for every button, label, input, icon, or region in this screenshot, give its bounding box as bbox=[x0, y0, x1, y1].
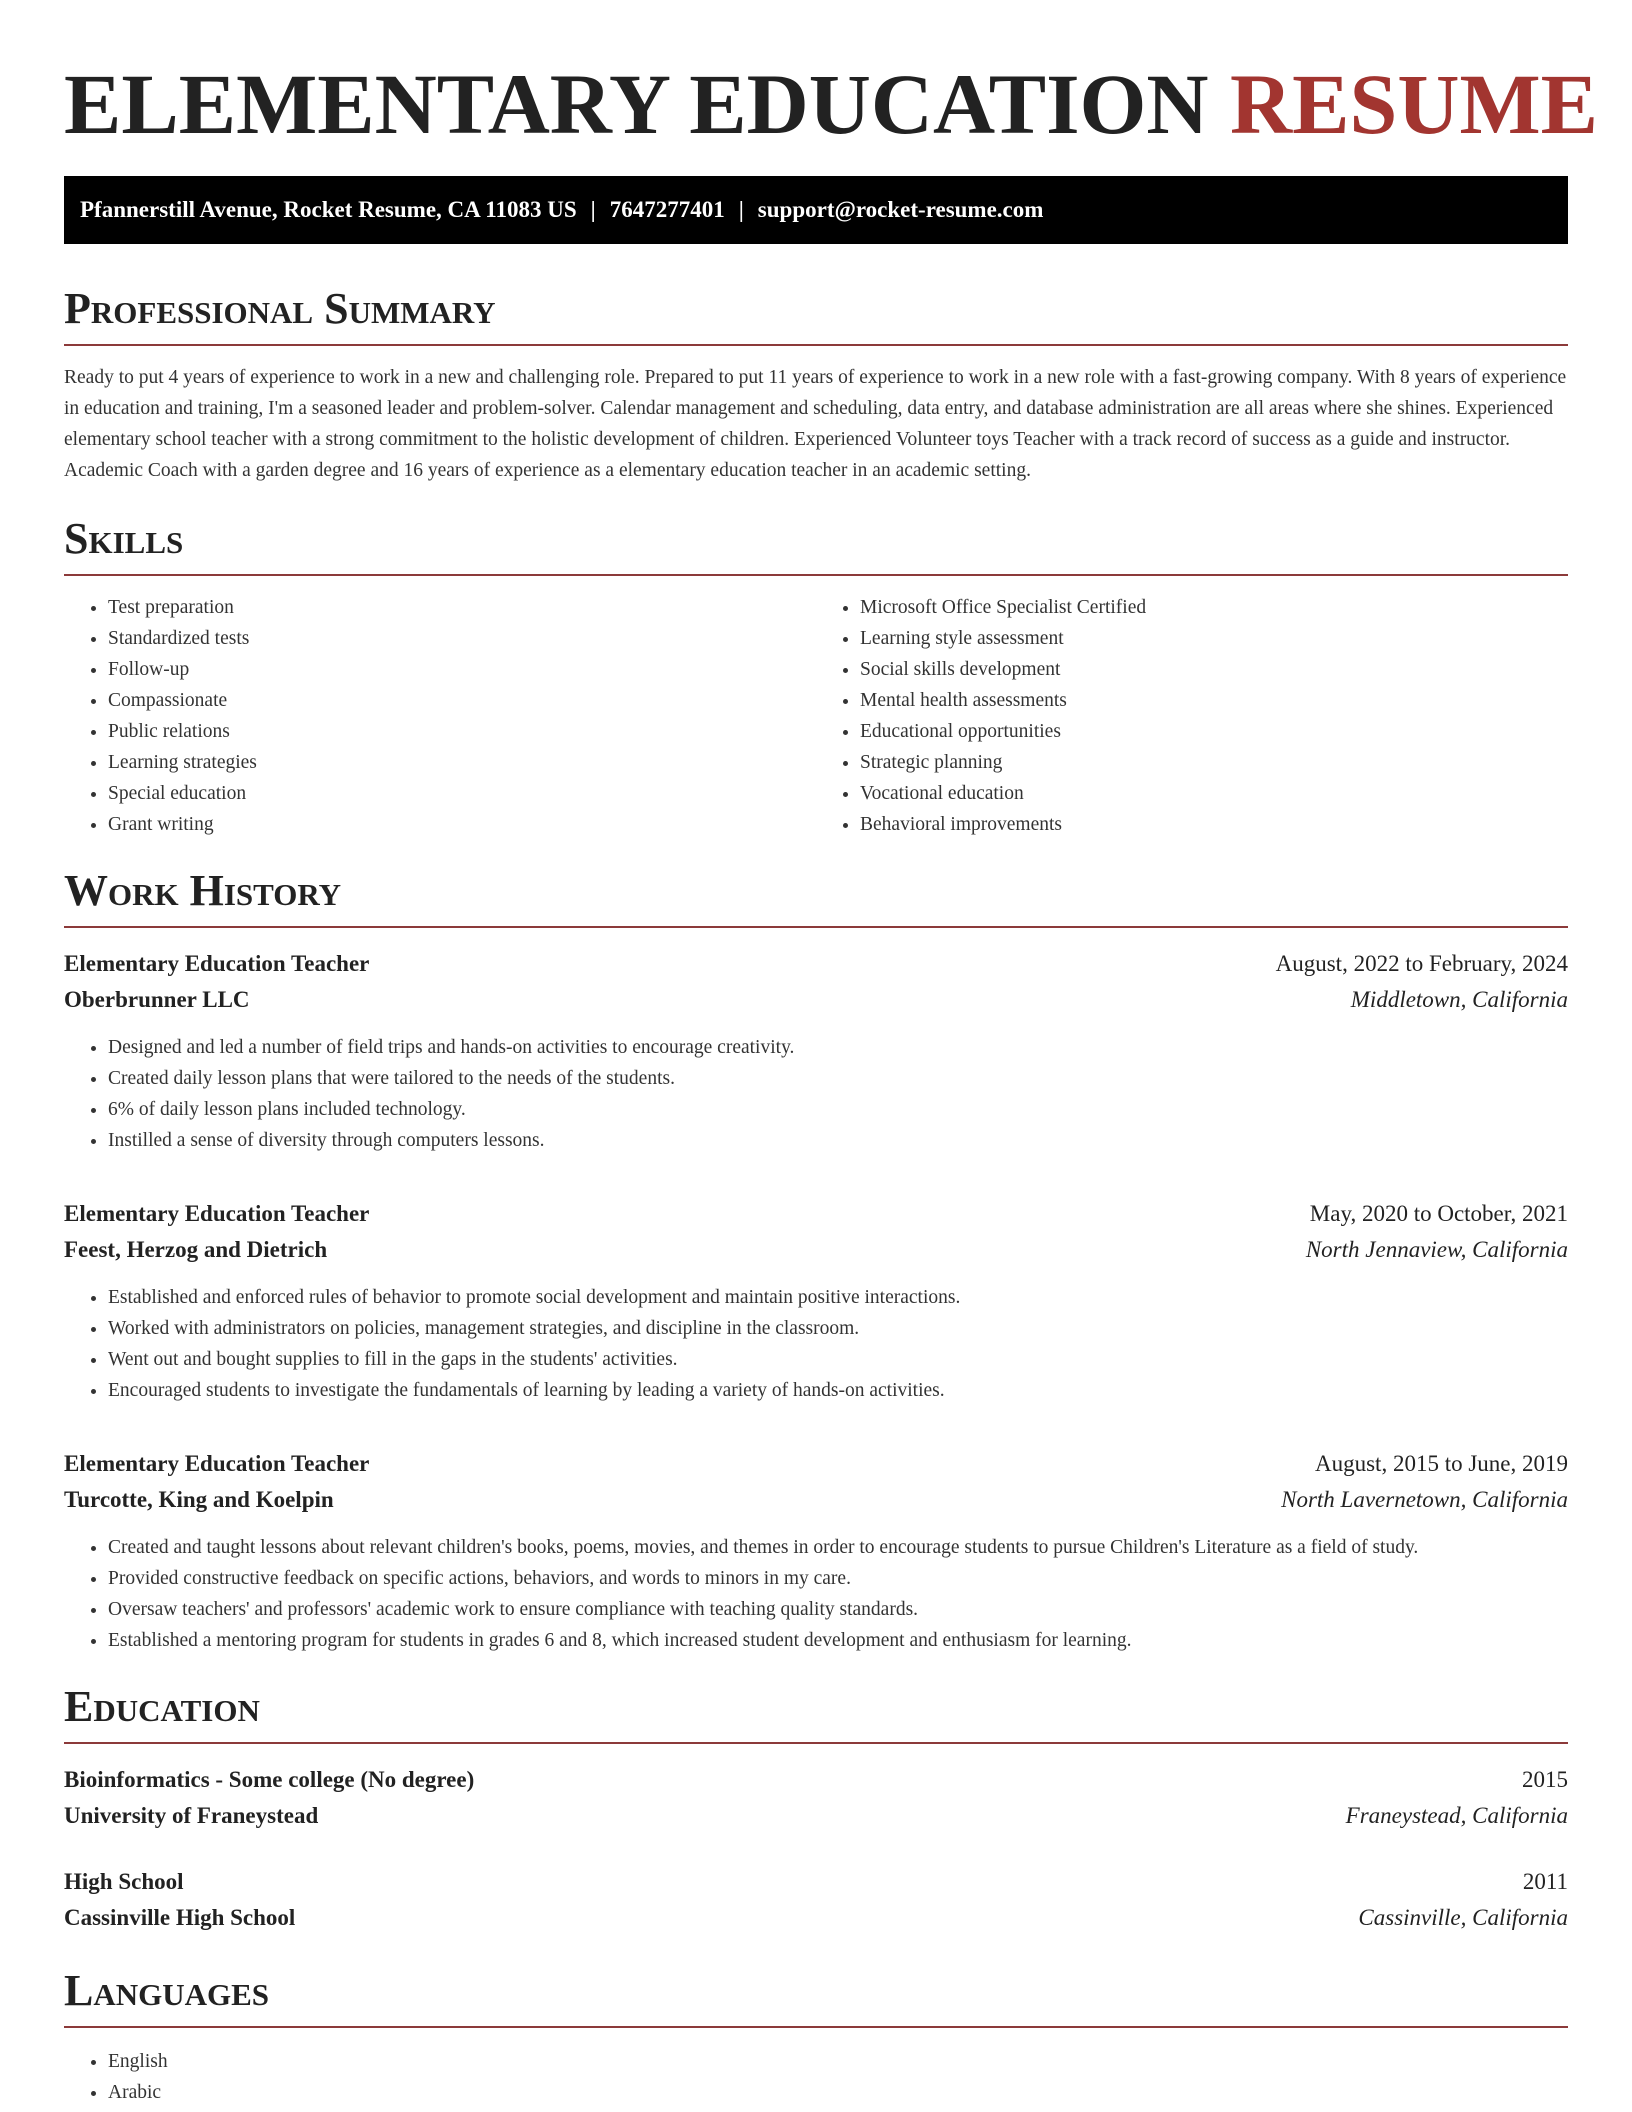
summary-heading: Professional Summary bbox=[64, 284, 1568, 346]
skill-item: • Grant writing bbox=[108, 809, 816, 840]
job-location: North Jennaview, California bbox=[1305, 1237, 1568, 1262]
education-degree-row bbox=[64, 1864, 1568, 1900]
education-year: 2011 bbox=[1522, 1869, 1568, 1894]
skills-heading: Skills bbox=[64, 514, 1568, 576]
job-dates: August, 2022 to February, 2024 bbox=[1275, 951, 1568, 976]
job-title-row bbox=[64, 946, 1568, 982]
job-company: Feest, Herzog and Dietrich bbox=[64, 1237, 328, 1262]
language-item: • Arabic bbox=[108, 2077, 1568, 2108]
job-bullet: • Encouraged students to investigate the fundamentals of learning by leading a variety of hands-on activities. bbox=[108, 1375, 1568, 1406]
skill-item: • Follow-up bbox=[108, 654, 816, 685]
education-year: 2015 bbox=[1522, 1767, 1568, 1792]
work-heading: Work History bbox=[64, 866, 1568, 928]
resume-title bbox=[64, 0, 1598, 154]
job-title-row bbox=[64, 1196, 1568, 1232]
education-entry bbox=[64, 1864, 1568, 1936]
job-bullet: • Established a mentoring program for students in grades 6 and 8, which increased student development and enthusiasm for learning. bbox=[108, 1625, 1568, 1656]
education-school: Cassinville High School bbox=[64, 1905, 296, 1930]
job-bullets bbox=[64, 1282, 1568, 1406]
job-entry bbox=[64, 946, 1568, 1156]
job-bullets bbox=[64, 1532, 1568, 1656]
job-bullet: • Created daily lesson plans that were tailored to the needs of the students. bbox=[108, 1063, 1568, 1094]
job-title-row bbox=[64, 1446, 1568, 1482]
job-company-row bbox=[64, 1232, 1568, 1268]
skill-item: • Strategic planning bbox=[860, 747, 1568, 778]
education-school: University of Franeystead bbox=[64, 1803, 319, 1828]
job-bullet: • 6% of daily lesson plans included technology. bbox=[108, 1094, 1568, 1125]
job-company-row bbox=[64, 982, 1568, 1018]
education-location: Cassinville, California bbox=[1358, 1905, 1568, 1930]
contact-address: Pfannerstill Avenue, Rocket Resume, CA 11083 US bbox=[80, 197, 577, 222]
job-dates: May, 2020 to October, 2021 bbox=[1309, 1201, 1568, 1226]
skill-item: • Compassionate bbox=[108, 685, 816, 716]
job-company: Oberbrunner LLC bbox=[64, 987, 250, 1012]
skills-columns bbox=[64, 592, 1568, 840]
job-location: Middletown, California bbox=[1350, 987, 1568, 1012]
education-location: Franeystead, California bbox=[1345, 1803, 1568, 1828]
language-item: • English bbox=[108, 2046, 1568, 2077]
skill-item: • Social skills development bbox=[860, 654, 1568, 685]
education-degree-row bbox=[64, 1762, 1568, 1798]
education-heading: Education bbox=[64, 1682, 1568, 1744]
summary-text: Ready to put 4 years of experience to work in a new and challenging role. Prepared to put 11 years of experience to work in a new role with a fast-growing company. With 8 years of experience in education and training, I'm a seasoned leader and problem-solver. Calendar management and scheduling, data entry, and database administration are all areas where she shines. Experienced elementary school teacher with a strong commitment to the holistic development of children. Experienced Volunteer toys Teacher with a track record of success as a guide and instructor. Academic Coach with a garden degree and 16 years of experience as a elementary education teacher in an academic setting. bbox=[64, 367, 1567, 481]
job-entry bbox=[64, 1446, 1568, 1656]
job-bullet: • Worked with administrators on policies, management strategies, and discipline in the classroom. bbox=[108, 1313, 1568, 1344]
skill-item: • Special education bbox=[108, 778, 816, 809]
languages-heading: Languages bbox=[64, 1966, 1568, 2028]
job-bullet: • Provided constructive feedback on specific actions, behaviors, and words to minors in my care. bbox=[108, 1563, 1568, 1594]
skill-item: • Learning strategies bbox=[108, 747, 816, 778]
education-degree: High School bbox=[64, 1869, 184, 1894]
skill-item: • Standardized tests bbox=[108, 623, 816, 654]
job-bullet: • Created and taught lessons about relevant children's books, poems, movies, and themes in order to encourage students to pursue Children's Literature as a field of study. bbox=[108, 1532, 1568, 1563]
contact-bar bbox=[64, 176, 1568, 244]
contact-email[interactable]: support@rocket-resume.com bbox=[757, 197, 1044, 222]
skill-item: • Learning style assessment bbox=[860, 623, 1568, 654]
education-entry bbox=[64, 1762, 1568, 1834]
job-title: Elementary Education Teacher bbox=[64, 1451, 370, 1476]
job-dates: August, 2015 to June, 2019 bbox=[1315, 1451, 1568, 1476]
job-title: Elementary Education Teacher bbox=[64, 951, 370, 976]
skill-item: • Test preparation bbox=[108, 592, 816, 623]
job-location: North Lavernetown, California bbox=[1281, 1487, 1568, 1512]
title-main: ELEMENTARY EDUCATION bbox=[64, 56, 1231, 152]
job-bullet: • Designed and led a number of field trips and hands-on activities to encourage creativity. bbox=[108, 1032, 1568, 1063]
title-accent: RESUME bbox=[1230, 56, 1598, 152]
job-company: Turcotte, King and Koelpin bbox=[64, 1487, 334, 1512]
skill-item: • Vocational education bbox=[860, 778, 1568, 809]
job-entry bbox=[64, 1196, 1568, 1406]
languages-list bbox=[64, 2046, 1568, 2108]
skill-item: • Behavioral improvements bbox=[860, 809, 1568, 840]
contact-separator: | bbox=[590, 197, 596, 222]
job-bullet: • Established and enforced rules of behavior to promote social development and maintain positive interactions. bbox=[108, 1282, 1568, 1313]
job-title: Elementary Education Teacher bbox=[64, 1201, 370, 1226]
job-bullet: • Went out and bought supplies to fill in the gaps in the students' activities. bbox=[108, 1344, 1568, 1375]
contact-separator: | bbox=[738, 197, 744, 222]
skills-list-left bbox=[64, 592, 816, 840]
contact-phone[interactable]: 7647277401 bbox=[609, 197, 725, 222]
education-school-row bbox=[64, 1798, 1568, 1834]
skills-list-right bbox=[816, 592, 1568, 840]
job-bullet: • Instilled a sense of diversity through computers lessons. bbox=[108, 1125, 1568, 1156]
education-school-row bbox=[64, 1900, 1568, 1936]
skill-item: • Microsoft Office Specialist Certified bbox=[860, 592, 1568, 623]
job-company-row bbox=[64, 1482, 1568, 1518]
skill-item: • Mental health assessments bbox=[860, 685, 1568, 716]
education-degree: Bioinformatics - Some college (No degree) bbox=[64, 1767, 475, 1792]
job-bullets bbox=[64, 1032, 1568, 1156]
skill-item: • Educational opportunities bbox=[860, 716, 1568, 747]
job-bullet: • Oversaw teachers' and professors' academic work to ensure compliance with teaching quality standards. bbox=[108, 1594, 1568, 1625]
skill-item: • Public relations bbox=[108, 716, 816, 747]
